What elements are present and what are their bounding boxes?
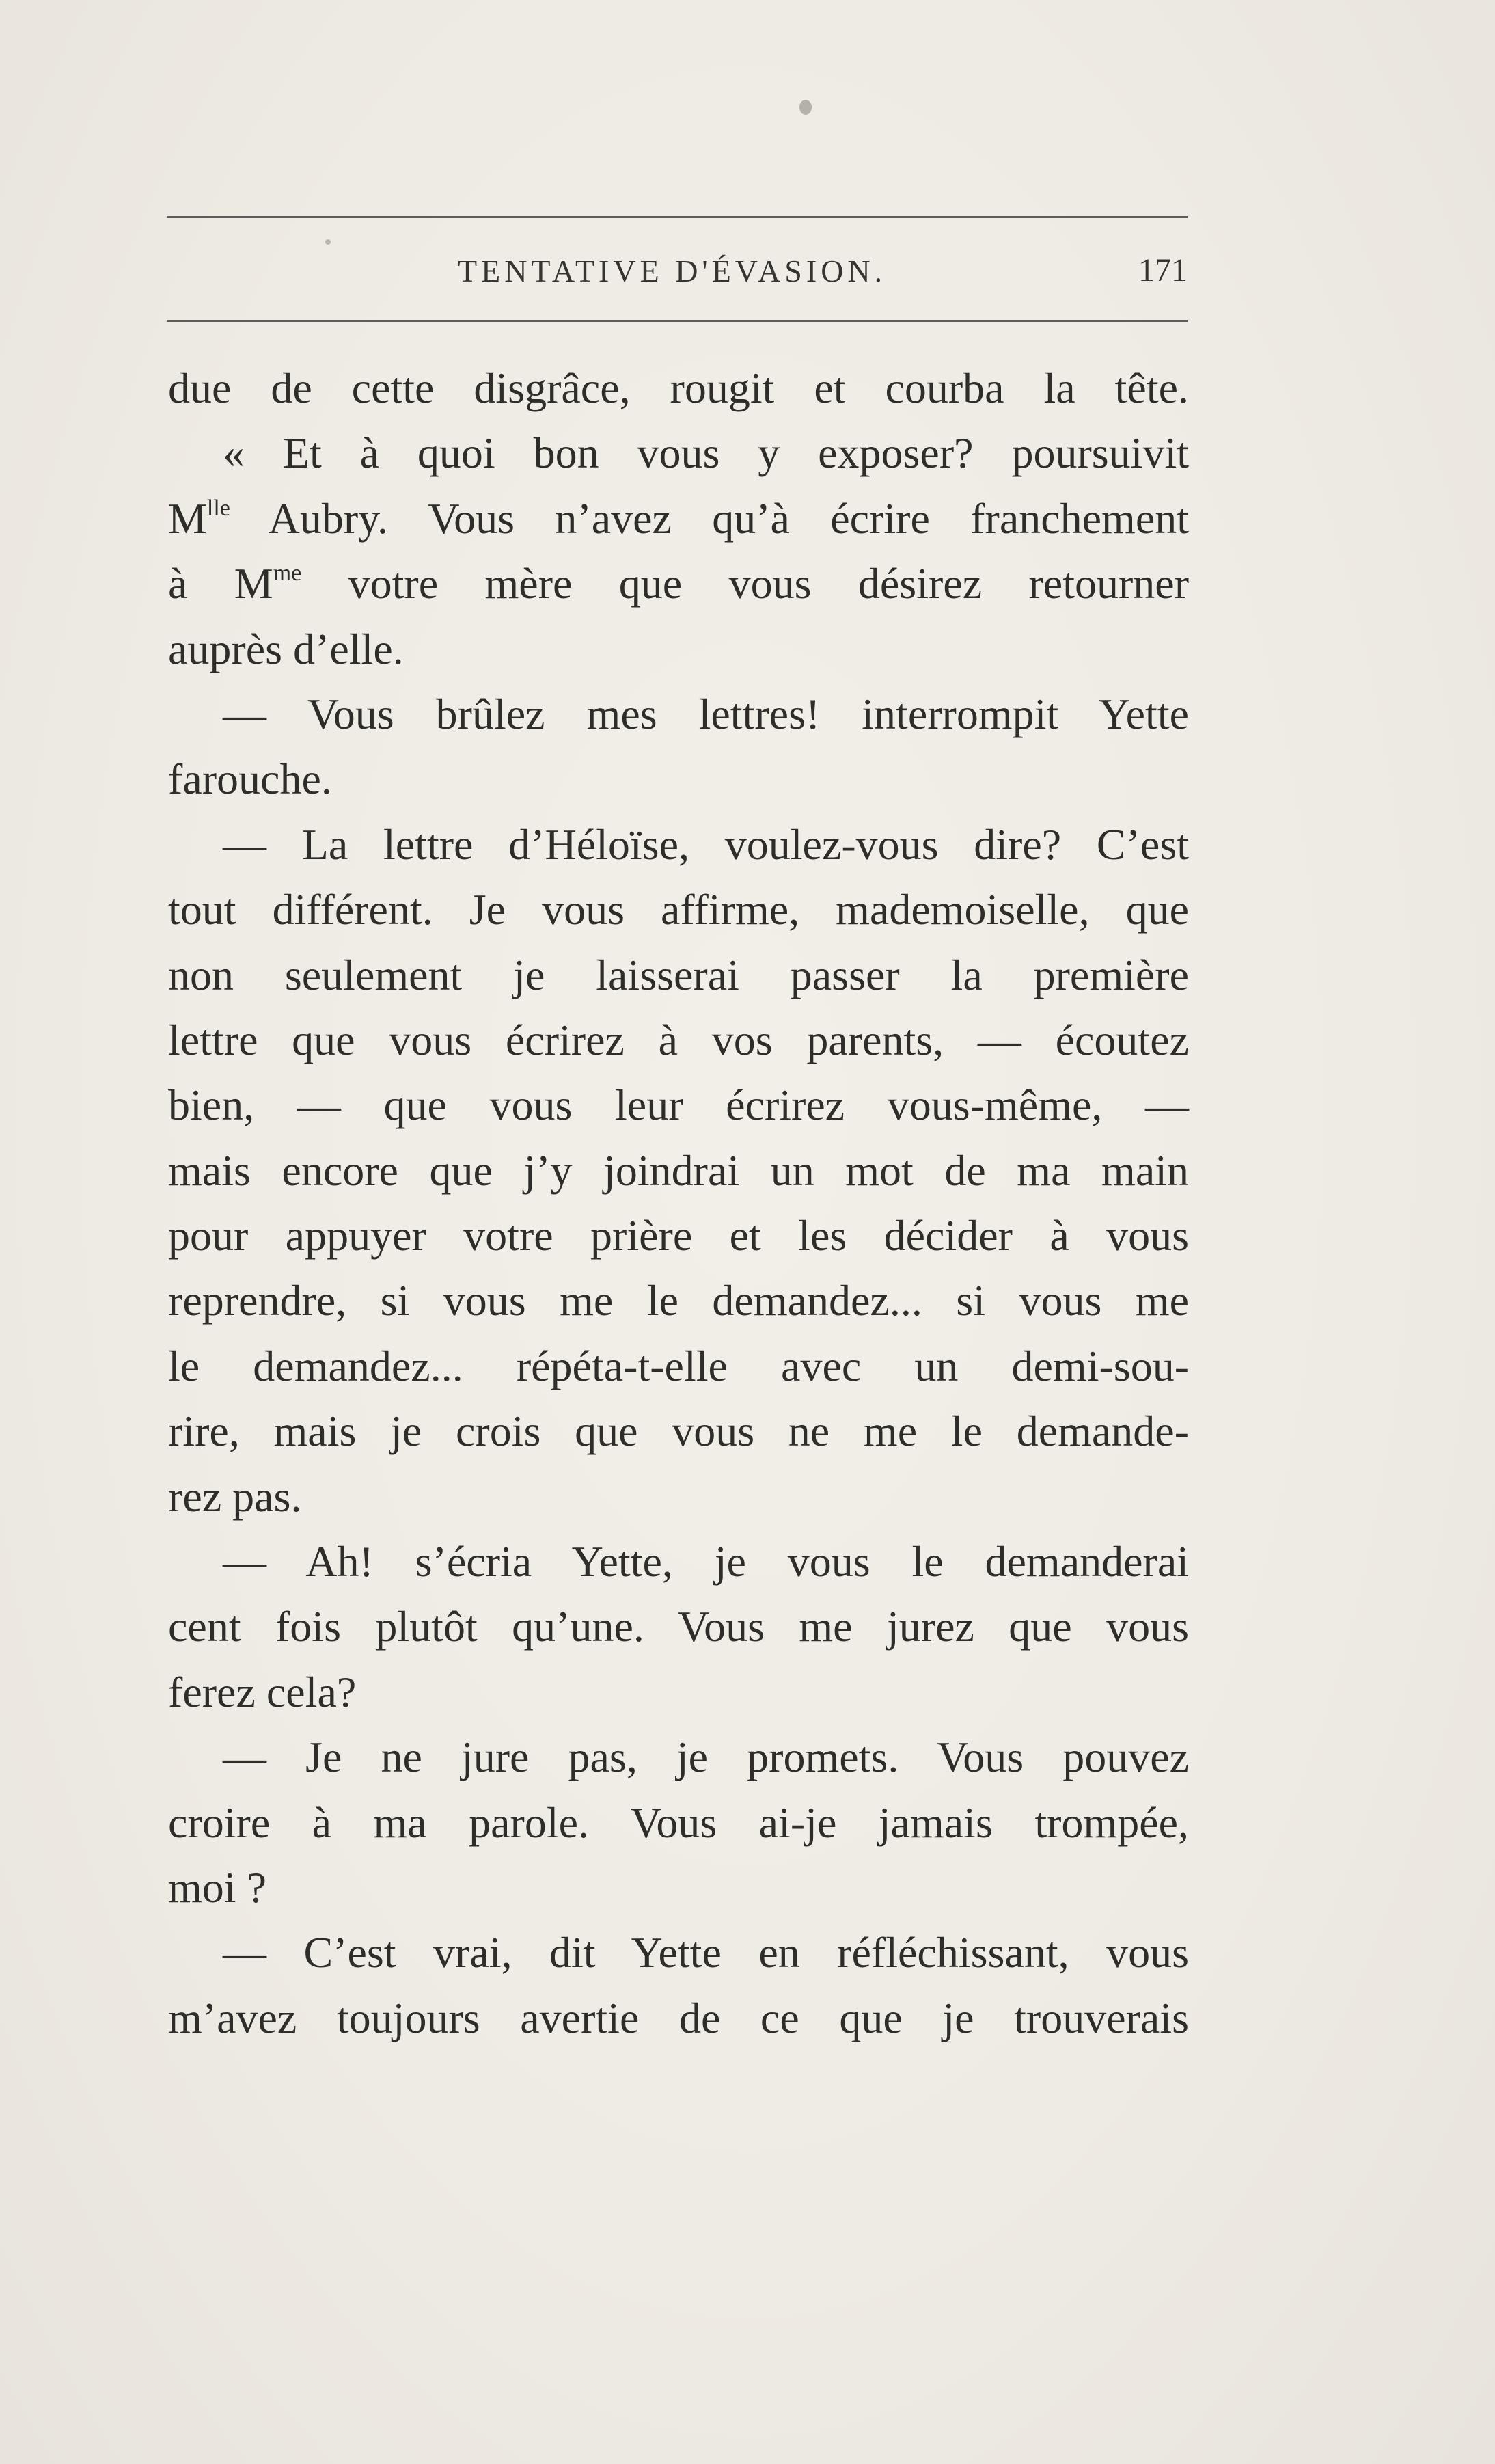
text-line: — La lettre d’Héloïse, voulez-vous dire? C’est xyxy=(223,820,1189,869)
superscript: me xyxy=(273,560,302,586)
text-line: pour appuyer votre prière et les décider à vous xyxy=(168,1211,1189,1260)
text-line: à $M^{me}$ votre mère que vous désirez retourner xyxy=(168,559,1190,608)
text-line: non seulement je laisserai passer la première xyxy=(168,950,1189,999)
text-line: « Et à quoi bon vous y exposer? poursuivit xyxy=(223,429,1189,478)
header-rule-bottom xyxy=(167,320,1188,322)
text-line: cent fois plutôt qu’une. Vous me jurez que vous xyxy=(168,1602,1189,1651)
page-number: 171 xyxy=(1138,252,1188,288)
text-line: lettre que vous écrirez à vos parents, — écoutez xyxy=(168,1015,1189,1064)
text-line: croire à ma parole. Vous ai-je jamais trompée, xyxy=(168,1798,1189,1847)
text-line: rire, mais je crois que vous ne me le demande- xyxy=(168,1407,1189,1456)
text-line: moi ? xyxy=(168,1863,266,1912)
text-line: mais encore que j’y joindrai un mot de ma main xyxy=(168,1146,1189,1195)
running-title: TENTATIVE D'ÉVASION. xyxy=(458,254,887,288)
text-line: auprès d’elle. xyxy=(168,624,404,673)
text-line: rez pas. xyxy=(168,1472,302,1521)
text-line: — Je ne jure pas, je promets. Vous pouvez xyxy=(223,1733,1189,1782)
text-line: — Ah! s’écria Yette, je vous le demanderai xyxy=(223,1537,1189,1586)
text-line: reprendre, si vous me le demandez... si vous me xyxy=(168,1276,1189,1325)
text-line: farouche. xyxy=(168,755,332,804)
text-line: bien, — que vous leur écrirez vous-même, — xyxy=(168,1081,1189,1130)
superscript: lle xyxy=(206,495,230,521)
text-line: ferez cela? xyxy=(168,1667,357,1716)
text-line: m’avez toujours avertie de ce que je trouverais xyxy=(168,1993,1189,2042)
text-line: — C’est vrai, dit Yette en réfléchissant, vous xyxy=(223,1928,1189,1977)
text-line: tout différent. Je vous affirme, mademoiselle, que xyxy=(168,885,1189,934)
text-line: due de cette disgrâce, rougit et courba la tête. xyxy=(168,364,1189,412)
text-line: le demandez... répéta-t-elle avec un demi-sou- xyxy=(168,1341,1189,1390)
body-text xyxy=(168,355,1189,2050)
paper-speck xyxy=(799,100,812,115)
paper-speck xyxy=(325,239,331,245)
text-line: — Vous brûlez mes lettres! interrompit Yette xyxy=(223,689,1189,738)
running-head xyxy=(167,247,1188,302)
text-line: $M^{lle}$ Aubry. Vous n’avez qu’à écrire franchement xyxy=(168,493,1189,543)
header-rule-top xyxy=(167,216,1188,218)
